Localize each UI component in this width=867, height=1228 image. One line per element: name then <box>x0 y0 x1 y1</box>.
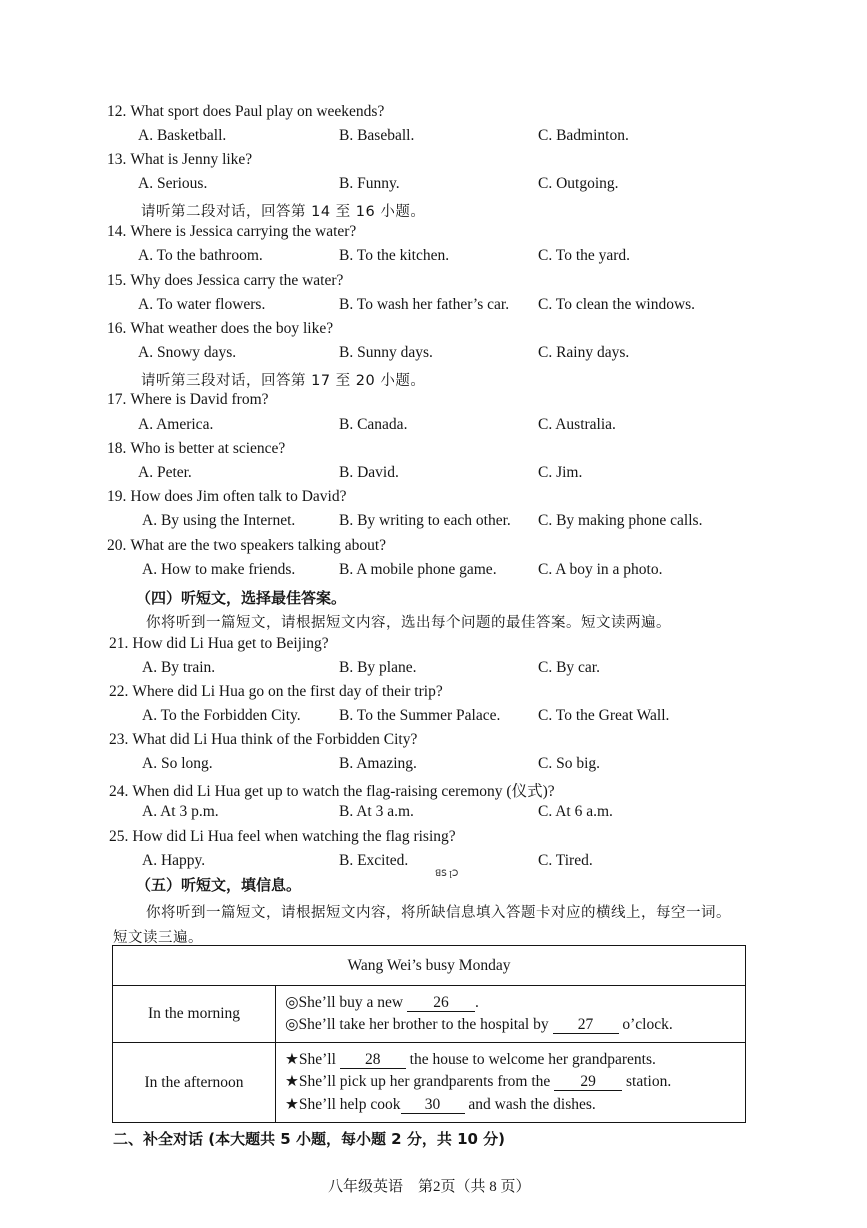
question-number: 17. <box>107 391 127 408</box>
option-a[interactable]: A. To water flowers. <box>138 296 266 313</box>
option-c[interactable]: C. To the yard. <box>538 247 631 264</box>
question-number: 20. <box>107 537 127 554</box>
table-title: Wang Wei’s busy Monday <box>113 946 746 986</box>
section-heading: （四）听短文，选择最佳答案。 <box>136 589 347 607</box>
question-12 <box>107 103 384 121</box>
part2-heading: 二、补全对话 (本大题共 5 小题，每小题 2 分，共 10 分) <box>113 1130 506 1148</box>
question-24 <box>109 779 555 801</box>
option-c[interactable]: C. To clean the windows. <box>538 296 696 313</box>
option-b[interactable]: B. Canada. <box>339 416 408 433</box>
option-b[interactable]: B. A mobile phone game. <box>339 561 497 578</box>
blank-27[interactable]: 27 <box>553 1016 619 1034</box>
question-number: 15. <box>107 272 127 289</box>
question-text: What sport does Paul play on weekends? <box>130 103 385 120</box>
question-14 <box>107 223 356 241</box>
option-c[interactable]: C. A boy in a photo. <box>538 561 663 578</box>
option-b[interactable]: B. Excited. <box>339 852 409 869</box>
option-b[interactable]: B. By plane. <box>339 659 417 676</box>
question-text: What are the two speakers talking about? <box>130 537 387 554</box>
option-b[interactable]: B. Funny. <box>339 175 400 192</box>
morning-content <box>276 986 746 1043</box>
option-b[interactable]: B. At 3 a.m. <box>339 803 414 820</box>
question-number: 25. <box>109 828 129 845</box>
question-number: 18. <box>107 440 127 457</box>
morning-line1: ◎She’ll buy a new 26 . <box>285 993 479 1011</box>
option-c[interactable]: C. Rainy days. <box>538 344 630 361</box>
question-text: How did Li Hua get to Beijing? <box>132 635 329 652</box>
afternoon-line2: ★She’ll pick up her grandparents from the 29 station. <box>285 1073 672 1091</box>
option-b[interactable]: B. Amazing. <box>339 755 417 772</box>
option-a[interactable]: A. Peter. <box>138 464 192 481</box>
option-a[interactable]: A. So long. <box>142 755 213 772</box>
option-a[interactable]: A. At 3 p.m. <box>142 803 219 820</box>
question-number: 13. <box>107 151 127 168</box>
question-22 <box>109 683 443 701</box>
afternoon-line3: ★She’ll help cook 30 and wash the dishes. <box>285 1095 596 1113</box>
option-b[interactable]: B. To wash her father’s car. <box>339 296 510 313</box>
question-text: What is Jenny like? <box>130 151 253 168</box>
option-a[interactable]: A. Basketball. <box>138 127 227 144</box>
option-b[interactable]: B. Sunny days. <box>339 344 433 361</box>
question-number: 21. <box>109 635 129 652</box>
option-a[interactable]: A. How to make friends. <box>142 561 296 578</box>
blank-29[interactable]: 29 <box>554 1073 622 1091</box>
option-c[interactable]: C. By making phone calls. <box>538 512 703 529</box>
question-number: 22. <box>109 683 129 700</box>
question-15 <box>107 272 343 290</box>
option-c[interactable]: C. Tired. <box>538 852 593 869</box>
option-b[interactable]: B. To the Summer Palace. <box>339 707 501 724</box>
option-b[interactable]: B. Baseball. <box>339 127 415 144</box>
option-c[interactable]: C. Outgoing. <box>538 175 619 192</box>
blank-30[interactable]: 30 <box>401 1096 465 1114</box>
question-number: 12. <box>107 103 127 120</box>
question-text: Where is David from? <box>130 391 269 408</box>
question-text: Where is Jessica carrying the water? <box>130 223 357 240</box>
question-16 <box>107 320 333 338</box>
question-25 <box>109 828 456 846</box>
question-text: Who is better at science? <box>130 440 286 457</box>
page-footer: 八年级英语 第2页（共 8 页） <box>328 1179 531 1195</box>
question-number: 24. <box>109 783 129 800</box>
question-text: Where did Li Hua go on the first day of their trip? <box>132 683 443 700</box>
option-c[interactable]: C. Jim. <box>538 464 583 481</box>
section-instruction: 请听第三段对话，回答第 17 至 20 小题。 <box>141 373 426 389</box>
question-text: Why does Jessica carry the water? <box>130 272 344 289</box>
section-instruction: 请听第二段对话，回答第 14 至 16 小题。 <box>141 204 426 220</box>
morning-label: In the morning <box>113 986 276 1043</box>
option-c[interactable]: C. Australia. <box>538 416 616 433</box>
page-scribble: ꓭꓢ ꞁꓛ <box>435 868 459 878</box>
question-text: What did Li Hua think of the Forbidden City? <box>132 731 418 748</box>
option-a[interactable]: A. By train. <box>142 659 216 676</box>
option-a[interactable]: A. America. <box>138 416 214 433</box>
question-20 <box>107 537 386 555</box>
info-table <box>112 945 746 1123</box>
option-c[interactable]: C. At 6 a.m. <box>538 803 613 820</box>
option-a[interactable]: A. To the Forbidden City. <box>142 707 301 724</box>
question-19 <box>107 488 346 506</box>
option-b[interactable]: B. David. <box>339 464 399 481</box>
question-number: 16. <box>107 320 127 337</box>
option-b[interactable]: B. By writing to each other. <box>339 512 511 529</box>
option-c[interactable]: C. So big. <box>538 755 601 772</box>
option-c[interactable]: C. To the Great Wall. <box>538 707 670 724</box>
option-a[interactable]: A. Serious. <box>138 175 208 192</box>
afternoon-line1: ★She’ll 28 the house to welcome her grandparents. <box>285 1050 656 1068</box>
part5-instruction-line1: 你将听到一篇短文，请根据短文内容，将所缺信息填入答题卡对应的横线上，每空一词。 <box>146 905 731 921</box>
option-c[interactable]: C. By car. <box>538 659 600 676</box>
question-13 <box>107 151 252 169</box>
option-a[interactable]: A. Snowy days. <box>138 344 237 361</box>
question-text: How did Li Hua feel when watching the flag rising? <box>132 828 456 845</box>
question-23 <box>109 731 417 749</box>
afternoon-content <box>276 1043 746 1123</box>
question-18 <box>107 440 285 458</box>
option-a[interactable]: A. Happy. <box>142 852 206 869</box>
option-b[interactable]: B. To the kitchen. <box>339 247 450 264</box>
question-text: When did Li Hua get up to watch the flag-raising ceremony (仪式)? <box>132 783 555 800</box>
part5-heading: （五）听短文，填信息。 <box>136 876 302 894</box>
question-text: What weather does the boy like? <box>130 320 334 337</box>
question-text: How does Jim often talk to David? <box>130 488 347 505</box>
part5-instruction-line2: 短文读三遍。 <box>113 930 203 946</box>
question-number: 14. <box>107 223 127 240</box>
morning-line2: ◎She’ll take her brother to the hospital by 27 o’clock. <box>285 1016 673 1033</box>
option-c[interactable]: C. Badminton. <box>538 127 629 144</box>
section-instruction: 你将听到一篇短文，请根据短文内容，选出每个问题的最佳答案。短文读两遍。 <box>146 615 671 631</box>
question-21 <box>109 635 329 653</box>
afternoon-label: In the afternoon <box>113 1043 276 1123</box>
question-17 <box>107 391 269 409</box>
option-a[interactable]: A. To the bathroom. <box>138 247 263 264</box>
blank-26[interactable]: 26 <box>407 994 475 1012</box>
option-a[interactable]: A. By using the Internet. <box>142 512 296 529</box>
question-number: 23. <box>109 731 129 748</box>
question-number: 19. <box>107 488 127 505</box>
blank-28[interactable]: 28 <box>340 1051 406 1069</box>
